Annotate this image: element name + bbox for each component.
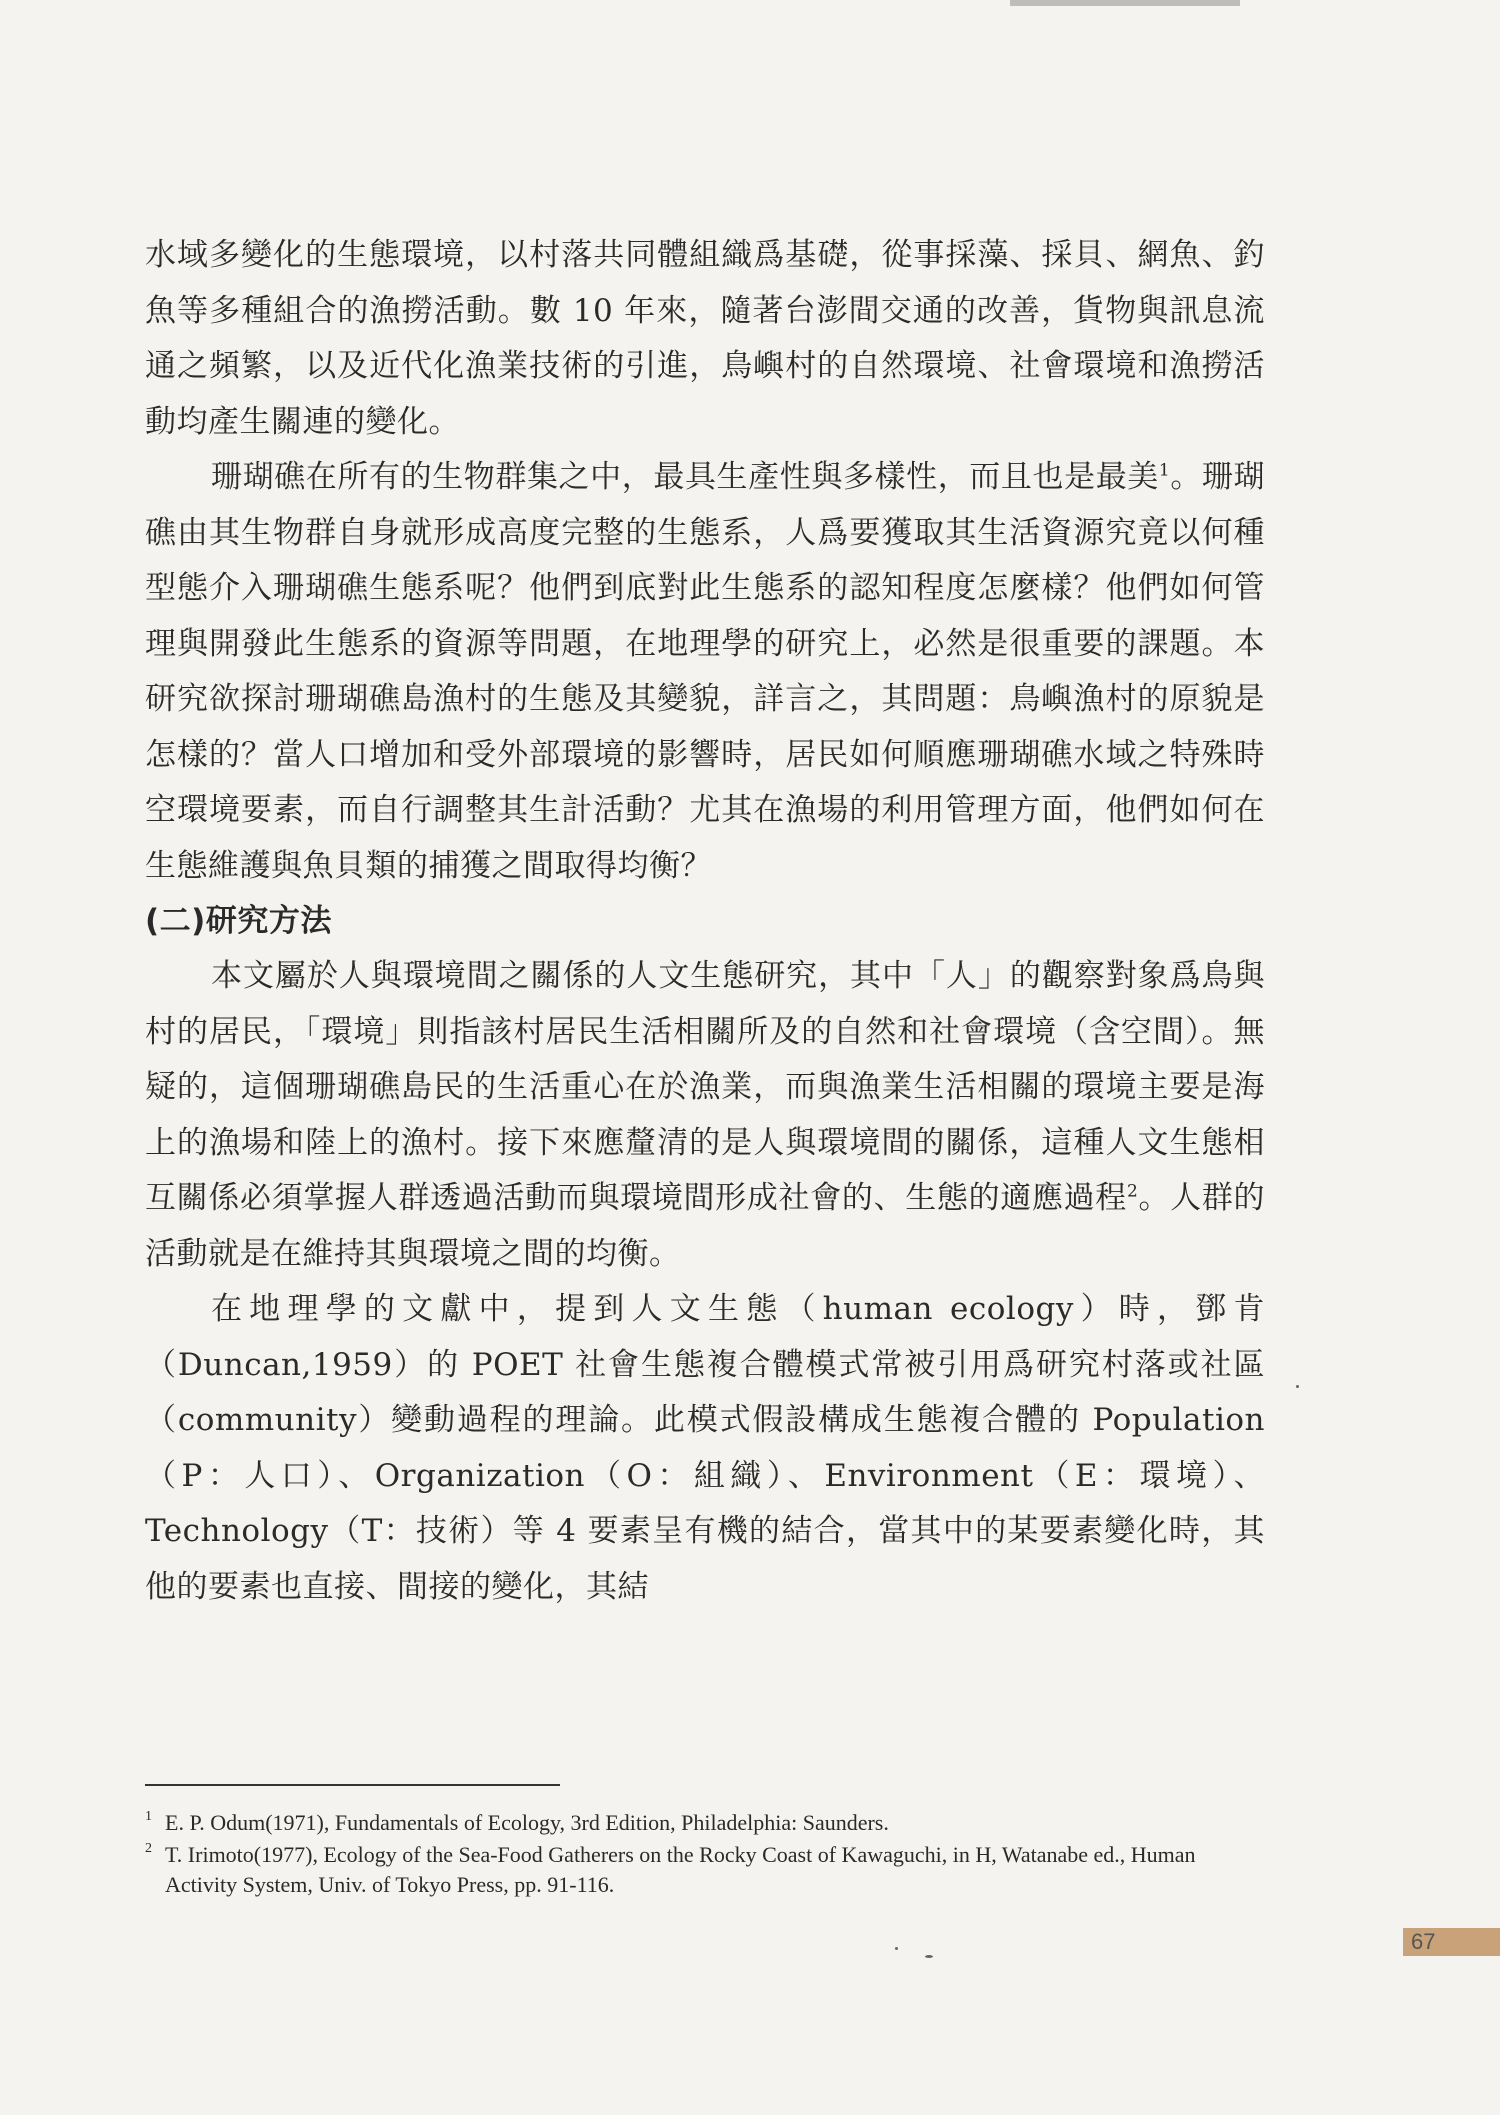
section-heading: (二)研究方法	[145, 903, 332, 939]
footnote-number: 1	[145, 1809, 152, 1824]
footnote-text: E. P. Odum(1971), Fundamentals of Ecology, 3rd Edition, Philadelphia: Saunders.	[165, 1810, 889, 1835]
footnote-text: T. Irimoto(1977), Ecology of the Sea-Food Gatherers on the Rocky Coast of Kawaguchi, in H, Watanabe ed., Human Activity System, Univ. of Tokyo Press, pp. 91-116.	[165, 1842, 1196, 1897]
paragraph-2-text-before: 珊瑚礁在所有的生物群集之中，最具生產性與多樣性，而且也是最美	[211, 459, 1159, 495]
footnote-1	[145, 1808, 1265, 1838]
paragraph-2-text-after: 。珊瑚礁由其生物群自身就形成高度完整的生態系，人爲要獲取其生活資源究竟以何種型態介入珊瑚礁生態系呢？他們到底對此生態系的認知程度怎麼樣？他們如何管理與開發此生態系的資源等問題，在地理學的研究上，必然是很重要的課題。本研究欲探討珊瑚礁島漁村的生態及其變貌，詳言之，其問題：鳥嶼漁村的原貌是怎樣的？當人口增加和受外部環境的影響時，居民如何順應珊瑚礁水域之特殊時空環境要素，而自行調整其生計活動？尤其在漁場的利用管理方面，他們如何在生態維護與魚貝類的捕獲之間取得均衡？	[145, 459, 1266, 884]
page-number: 67	[1411, 1929, 1436, 1954]
page-number-tab	[1403, 1928, 1500, 1956]
paragraph-3-text-before: 本文屬於人與環境間之關係的人文生態研究，其中「人」的觀察對象爲鳥與村的居民，「環境」則指該村居民生活相關所及的自然和社會環境（含空間）。無疑的，這個珊瑚礁島民的生活重心在於漁業，而與漁業生活相關的環境主要是海上的漁場和陸上的漁村。接下來應釐清的是人與環境間的關係，這種人文生態相互關係必須掌握人群透過活動而與環境間形成社會的、生態的適應過程	[145, 958, 1265, 1216]
footnote-2	[145, 1840, 1265, 1900]
paragraph-4: 在地理學的文獻中，提到人文生態（human ecology）時，鄧肯（Duncan,1959）的 POET 社會生態複合體模式常被引用爲研究村落或社區（community）變動過程的理論。此模式假設構成生態複合體的 Population（P：人口）、Organization（O：組織）、Environment（E：環境）、Technology（T：技術）等 4 要素呈有機的結合，當其中的某要素變化時，其他的要素也直接、間接的變化，其結	[145, 1291, 1265, 1605]
footnote-number: 2	[145, 1841, 152, 1856]
paragraph-2	[145, 450, 1265, 894]
scan-speck	[1296, 1385, 1299, 1388]
paragraph-3	[145, 949, 1265, 1282]
body-text	[145, 228, 1265, 1615]
footnotes	[145, 1808, 1265, 1902]
scan-edge-mark	[1010, 0, 1240, 6]
footnote-divider	[145, 1784, 560, 1786]
footnote-ref-2: 2	[1126, 1181, 1139, 1202]
paragraph-3-text-after: 。人群的活動就是在維持其與環境之間的均衡。	[145, 1180, 1266, 1272]
scan-speck	[895, 1947, 898, 1950]
scan-speck	[925, 1955, 933, 1958]
footnote-ref-1: 1	[1158, 460, 1171, 481]
paragraph-1: 水域多變化的生態環境，以村落共同體組織爲基礎，從事採藻、採貝、網魚、釣魚等多種組合的漁撈活動。數 10 年來，隨著台澎間交通的改善，貨物與訊息流通之頻繁，以及近代化漁業技術的引進，鳥嶼村的自然環境、社會環境和漁撈活動均產生關連的變化。	[145, 237, 1265, 440]
